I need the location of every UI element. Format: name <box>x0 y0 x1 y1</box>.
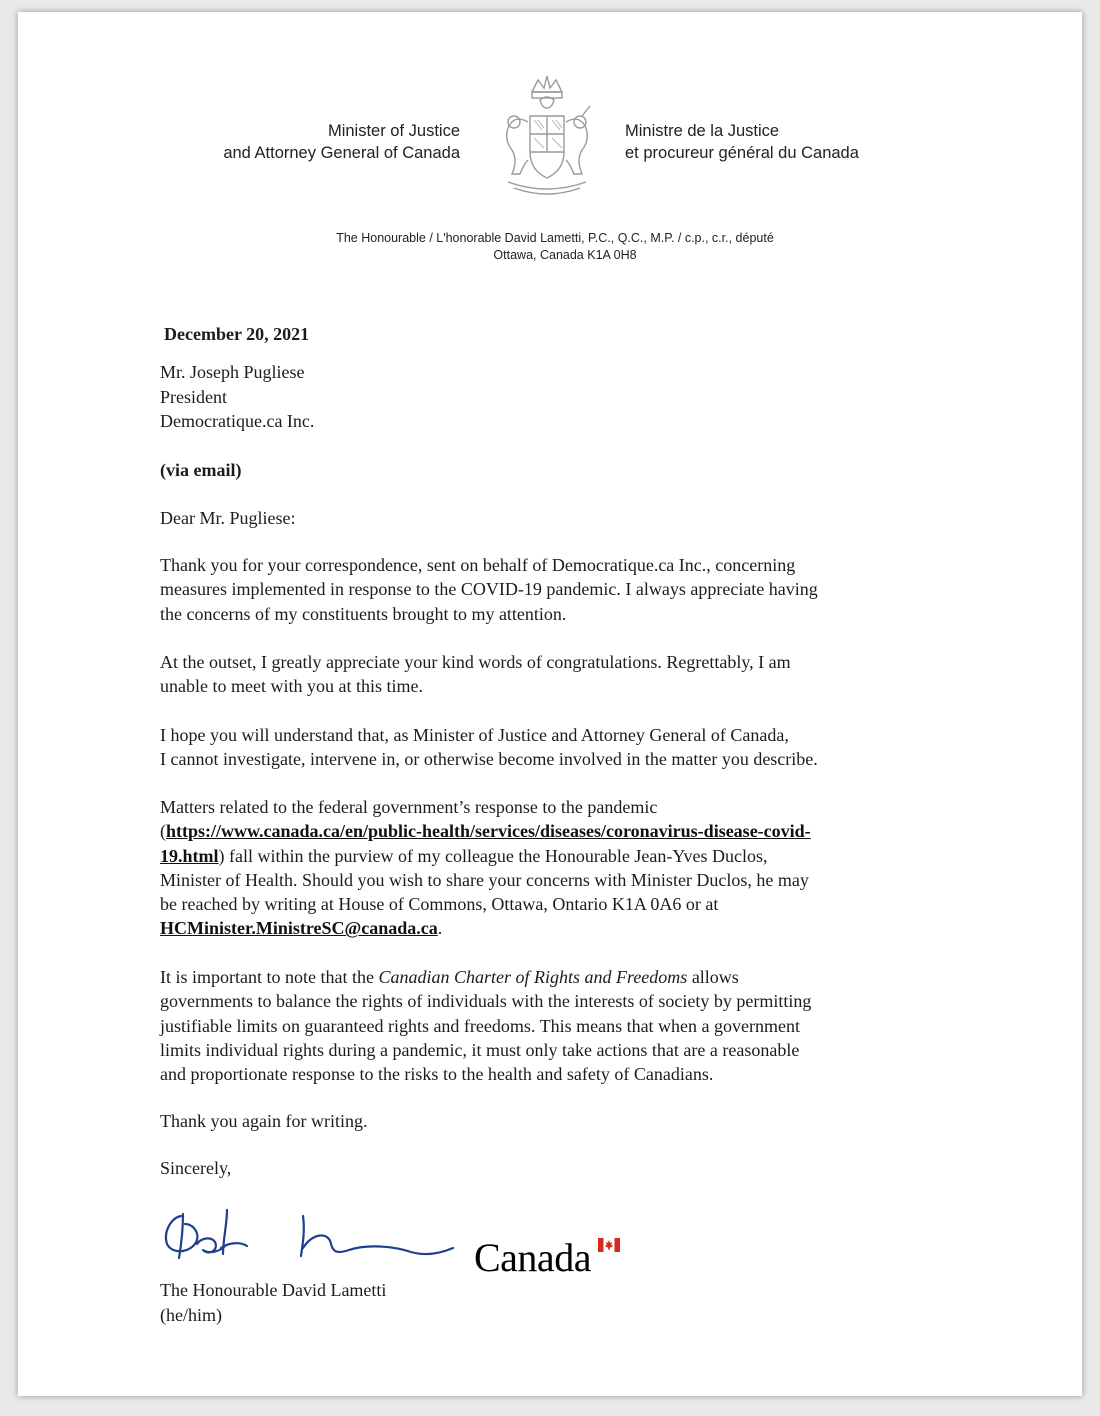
paragraph-line: measures implemented in response to the COVID-19 pandemic. I always appreciate having <box>160 579 818 600</box>
paragraph-charter <box>160 965 950 1086</box>
canada-flag-icon <box>598 1238 620 1252</box>
paragraph-text: . <box>437 918 443 939</box>
health-canada-link-continued[interactable]: 19.html <box>160 845 219 866</box>
wordmark-text: Canada <box>474 1235 591 1280</box>
paragraph-line <box>160 819 950 843</box>
letterhead-fr-line1: Ministre de la Justice <box>625 122 780 140</box>
canada-wordmark <box>474 1234 591 1281</box>
paragraph-line: and proportionate response to the risks to the health and safety of Canadians. <box>160 1064 714 1085</box>
letterhead-en-line2: and Attorney General of Canada <box>223 144 460 162</box>
closing-sincerely: Sincerely, <box>160 1158 232 1178</box>
recipient-address <box>160 360 314 434</box>
letterhead-fr-line2: et procureur général du Canada <box>625 144 859 162</box>
recipient-name: Mr. Joseph Pugliese <box>160 362 305 382</box>
letter-date: December 20, 2021 <box>164 324 310 344</box>
paragraph-line <box>160 965 950 989</box>
minister-honorific-line: The Honourable / L'honorable David Lametti, P.C., Q.C., M.P. / c.p., c.r., député <box>336 231 774 245</box>
signer-name: The Honourable David Lametti <box>160 1280 387 1300</box>
paragraph-text: It is important to note that the <box>160 967 379 987</box>
signer-pronouns: (he/him) <box>160 1304 222 1325</box>
paragraph-line <box>160 916 950 940</box>
paragraph-text: allows <box>687 967 739 987</box>
salutation: Dear Mr. Pugliese: <box>160 508 296 528</box>
charter-title: Canadian Charter of Rights and Freedoms <box>378 967 688 987</box>
delivery-method: (via email) <box>160 460 242 480</box>
paragraph-role <box>160 723 950 772</box>
paragraph-line: At the outset, I greatly appreciate your kind words of congratulations. Regrettably, I am <box>160 652 791 672</box>
letter-page <box>18 12 1082 1396</box>
letterhead-en-line1: Minister of Justice <box>327 122 460 140</box>
recipient-title: President <box>160 386 227 407</box>
paragraph-line: unable to meet with you at this time. <box>160 676 423 697</box>
recipient-org: Democratique.ca Inc. <box>160 411 315 431</box>
paragraph-federal-response <box>160 795 950 941</box>
minister-address-line: Ottawa, Canada K1A 0H8 <box>493 248 637 262</box>
letterhead-subline <box>18 230 1082 264</box>
paragraph-line: governments to balance the rights of individuals with the interests of society by permitting <box>160 991 812 1012</box>
coat-of-arms-icon <box>494 70 600 200</box>
paragraph-line: limits individual rights during a pandemic, it must only take actions that are a reasonable <box>160 1039 800 1060</box>
paragraph-line: I hope you will understand that, as Minister of Justice and Attorney General of Canada, <box>160 725 789 745</box>
paragraph-line: be reached by writing at House of Commons, Ottawa, Ontario K1A 0A6 or at <box>160 894 719 915</box>
paragraph-line: Thank you for your correspondence, sent on behalf of Democratique.ca Inc., concerning <box>160 555 796 575</box>
health-minister-email-link[interactable]: HCMinister.MinistreSC@canada.ca <box>160 918 438 939</box>
paragraph-line: Matters related to the federal government’s response to the pandemic <box>160 797 658 817</box>
signer-block <box>160 1278 386 1327</box>
paragraph-text: ) fall within the purview of my colleague the Honourable Jean-Yves Duclos, <box>218 845 768 866</box>
handwritten-signature-icon <box>153 1202 473 1272</box>
health-canada-link[interactable]: https://www.canada.ca/en/public-health/services/diseases/coronavirus-disease-covid- <box>166 821 811 842</box>
paragraph-line: I cannot investigate, intervene in, or otherwise become involved in the matter you describe. <box>160 749 818 770</box>
paragraph-line <box>160 844 950 868</box>
paragraph-line: Minister of Health. Should you wish to share your concerns with Minister Duclos, he may <box>160 869 809 890</box>
paragraph-line: justifiable limits on guaranteed rights and freedoms. This means that when a government <box>160 1015 801 1036</box>
link-open-paren: ( <box>160 821 166 842</box>
paragraph-congratulations <box>160 650 950 699</box>
letterhead-english <box>223 120 460 164</box>
paragraph-thanks <box>160 553 950 626</box>
paragraph-line: the concerns of my constituents brought to my attention. <box>160 603 567 624</box>
closing-thanks: Thank you again for writing. <box>160 1111 368 1131</box>
letterhead-french <box>625 120 859 164</box>
